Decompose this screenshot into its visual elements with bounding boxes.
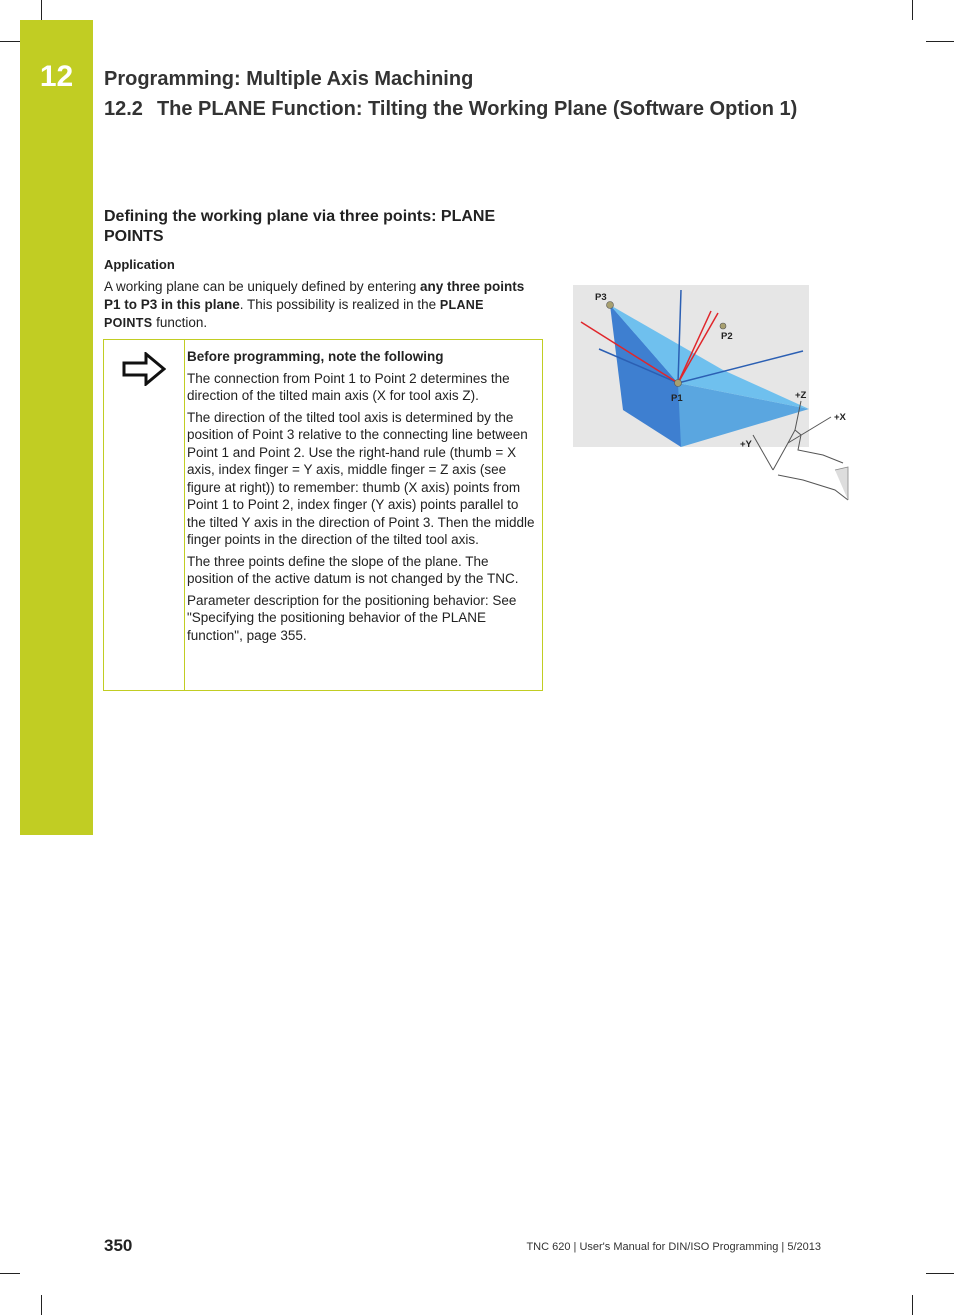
crop-mark — [41, 0, 42, 20]
function-name: PLANE POINTS — [104, 298, 484, 330]
label-p2: P2 — [721, 331, 733, 342]
note-paragraph: The direction of the tilted tool axis is determined by the position of Point 3 relative to the connecting line between Point 1 and Point 2. Use the right-hand rule (thumb = X axis, index finger = Y axis, middle finger = Z axis (see figure at right)) to remember: thumb (X axis) points from Point 1 to Point 2, index finger (Y axis) points parallel to the tilted Y axis in the direction of Point 3. Then the middle finger points in the direction of the tilted tool axis. — [187, 409, 535, 547]
plane-points-figure — [573, 285, 853, 515]
intro-text: A working plane can be uniquely defined by entering — [104, 279, 420, 294]
chapter-tab — [20, 20, 93, 835]
crop-mark — [41, 1295, 42, 1315]
subheading: Application — [104, 257, 175, 272]
note-heading: Before programming, note the following — [187, 349, 444, 364]
crop-mark — [926, 41, 954, 42]
section-number: 12.2 — [104, 98, 143, 120]
label-y: +Y — [740, 439, 752, 450]
section-title — [104, 98, 797, 121]
label-x: +X — [834, 412, 846, 423]
crop-mark — [912, 0, 913, 20]
note-box — [103, 339, 543, 691]
crop-mark — [0, 1273, 20, 1274]
crop-mark — [926, 1273, 954, 1274]
intro-bold: any three points P1 to P3 in this plane — [104, 279, 525, 312]
note-paragraph: Parameter description for the positioning behavior: See "Specifying the positioning behavior of the PLANE function", page 355. — [187, 592, 517, 643]
crop-mark — [912, 1295, 913, 1315]
label-p3: P3 — [595, 292, 607, 303]
chapter-title: Programming: Multiple Axis Machining — [104, 68, 474, 90]
note-paragraph: The connection from Point 1 to Point 2 determines the direction of the tilted main axis (X for tool axis Z). — [187, 370, 510, 403]
label-z: +Z — [795, 390, 807, 401]
footer-text: TNC 620 | User's Manual for DIN/ISO Programming | 5/2013 — [526, 1241, 821, 1253]
note-divider — [184, 340, 185, 690]
section-title-text: The PLANE Function: Tilting the Working Plane (Software Option 1) — [156, 98, 798, 120]
intro-text: . This possibility is realized in the — [239, 297, 440, 312]
note-paragraph: The three points define the slope of the plane. The position of the active datum is not changed by the TNC. — [187, 553, 519, 586]
label-p1: P1 — [671, 393, 683, 404]
page-number: 350 — [104, 1236, 133, 1255]
crop-mark — [0, 41, 20, 42]
intro-text: function. — [152, 315, 208, 330]
intro-paragraph — [104, 278, 534, 332]
arrow-right-icon — [122, 352, 166, 391]
chapter-number: 12 — [39, 60, 74, 93]
note-content — [187, 348, 537, 648]
topic-heading: Defining the working plane via three points: PLANE POINTS — [104, 208, 496, 245]
